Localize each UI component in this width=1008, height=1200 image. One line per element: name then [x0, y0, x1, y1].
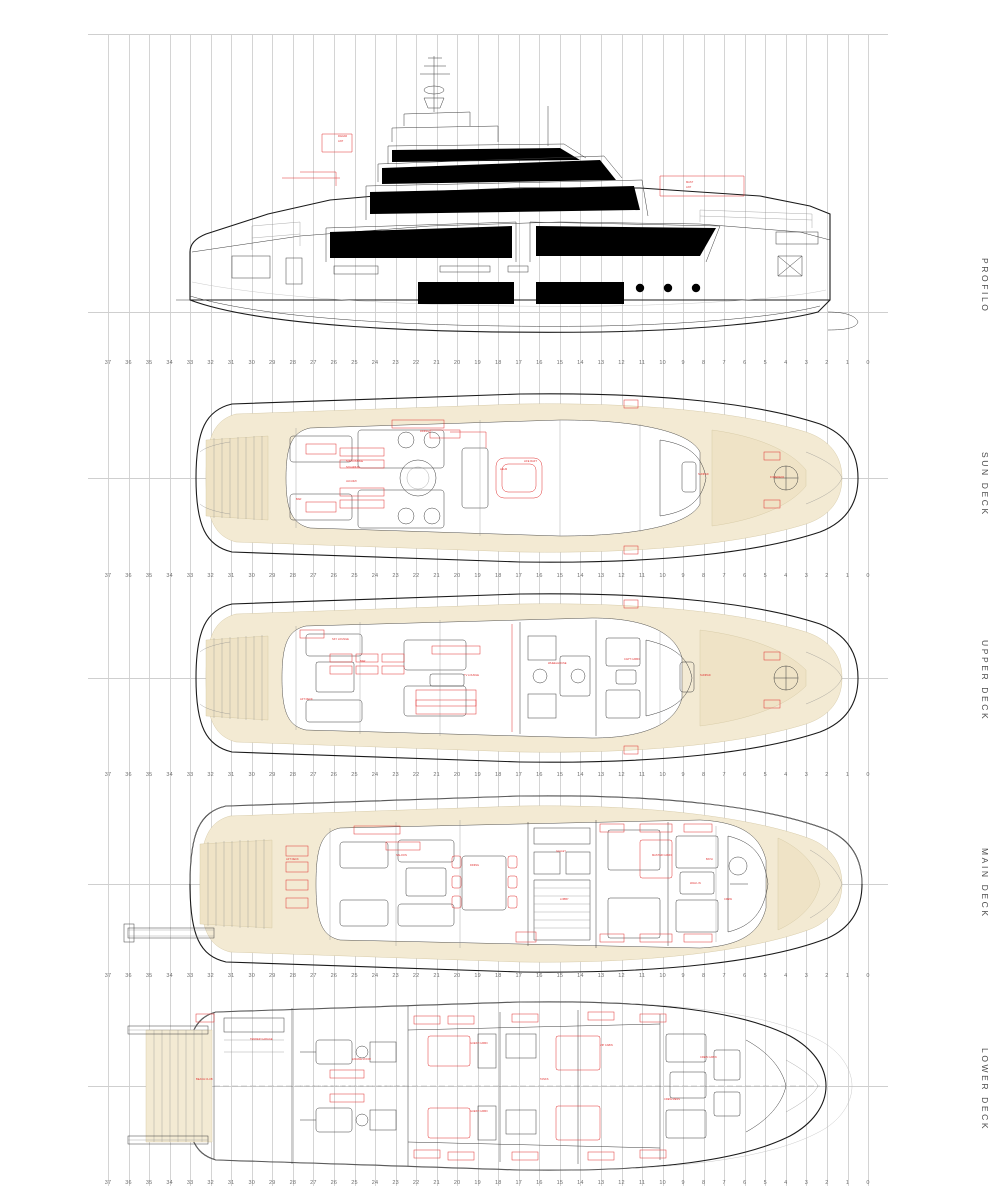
deck-caption-main-deck: MAIN DECK	[980, 848, 990, 919]
station-number: 24	[371, 360, 379, 366]
lower-deck-annotation: TENDER GARAGE	[250, 1038, 273, 1041]
station-number: 9	[681, 573, 685, 579]
station-number: 12	[618, 360, 625, 366]
station-number: 19	[474, 573, 481, 579]
station-number: 27	[310, 360, 317, 366]
station-number: 18	[495, 1180, 502, 1186]
station-number: 14	[577, 573, 584, 579]
station-number: 2	[825, 772, 829, 778]
station-number: 30	[248, 973, 256, 979]
station-number: 6	[743, 772, 747, 778]
station-number: 18	[495, 772, 502, 778]
station-number: 1	[845, 973, 850, 979]
station-number: 37	[104, 973, 112, 979]
lower-deck-annotation: CREW MESS	[664, 1098, 680, 1101]
station-number: 37	[104, 1180, 112, 1186]
station-number: 28	[289, 360, 297, 366]
sun-deck-annotation: SOLARIUM	[346, 466, 360, 469]
station-number: 9	[681, 973, 685, 979]
station-number: 30	[248, 1180, 256, 1186]
station-number: 3	[804, 1180, 809, 1186]
station-number: 18	[495, 573, 502, 579]
station-number: 0	[866, 1180, 870, 1186]
station-number: 22	[412, 772, 420, 778]
station-number: 24	[371, 772, 379, 778]
upper-deck-annotation: CAPT CABIN	[624, 658, 640, 661]
station-number: 34	[166, 573, 173, 579]
station-number: 29	[269, 973, 276, 979]
station-number: 15	[556, 772, 564, 778]
station-number: 6	[743, 360, 747, 366]
station-number: 16	[536, 573, 543, 579]
station-number: 22	[412, 573, 420, 579]
station-number: 2	[825, 573, 829, 579]
station-number: 17	[515, 573, 523, 579]
station-number: 36	[125, 772, 132, 778]
station-number: 6	[743, 973, 747, 979]
station-number: 1	[845, 573, 850, 579]
lower-deck-annotation: VIP CABIN	[600, 1044, 613, 1047]
station-number: 36	[125, 973, 132, 979]
station-number: 4	[784, 1180, 788, 1186]
station-number: 34	[166, 360, 173, 366]
station-number: 16	[536, 360, 543, 366]
main-deck-annotation: LOBBY	[560, 898, 569, 901]
station-number: 25	[351, 573, 358, 579]
station-number: 20	[453, 973, 461, 979]
station-number: 12	[618, 1180, 625, 1186]
station-number: 1	[845, 360, 850, 366]
station-number: 27	[310, 772, 317, 778]
station-number: 16	[536, 973, 543, 979]
profile-annotation: ANT	[686, 186, 692, 189]
station-number: 16	[536, 1180, 543, 1186]
station-number: 28	[289, 573, 297, 579]
station-number: 25	[351, 973, 358, 979]
station-number: 20	[453, 1180, 461, 1186]
station-number: 35	[145, 1180, 153, 1186]
station-number: 28	[289, 772, 297, 778]
station-number: 9	[681, 1180, 685, 1186]
station-number: 27	[310, 973, 317, 979]
lower-deck-annotation: BEACH CLUB	[196, 1078, 213, 1081]
station-number: 17	[515, 1180, 523, 1186]
sun-deck-annotation: SUN LOUNGE	[346, 460, 364, 463]
station-number: 32	[207, 772, 214, 778]
station-number: 25	[351, 772, 358, 778]
station-number: 19	[474, 772, 481, 778]
sun-deck-annotation: LIFE RAFT	[524, 460, 537, 463]
station-number: 0	[866, 360, 870, 366]
station-number: 10	[659, 360, 666, 366]
station-number: 36	[125, 360, 132, 366]
station-number: 0	[866, 973, 870, 979]
station-number: 35	[145, 360, 153, 366]
station-number: 23	[392, 573, 399, 579]
station-number: 29	[269, 1180, 276, 1186]
station-number: 1	[845, 772, 850, 778]
station-number: 20	[453, 360, 461, 366]
station-number: 5	[763, 360, 767, 366]
stations-lower-deck	[0, 1180, 1008, 1190]
station-number: 33	[186, 573, 194, 579]
station-number: 31	[227, 1180, 235, 1186]
station-number: 11	[639, 1180, 646, 1186]
station-number: 3	[804, 573, 809, 579]
station-number: 29	[269, 772, 276, 778]
station-number: 25	[351, 1180, 358, 1186]
station-number: 36	[125, 573, 132, 579]
station-number: 33	[186, 772, 194, 778]
station-number: 9	[681, 772, 685, 778]
station-number: 23	[392, 1180, 399, 1186]
station-number: 21	[433, 973, 440, 979]
lower-deck-annotation: TANKS	[540, 1078, 549, 1081]
station-number: 26	[330, 973, 338, 979]
station-number: 7	[722, 772, 726, 778]
stations-main-deck	[0, 973, 1008, 983]
station-number: 23	[392, 360, 399, 366]
station-number: 22	[412, 360, 420, 366]
station-number: 33	[186, 360, 194, 366]
station-number: 29	[269, 573, 276, 579]
station-number: 19	[474, 360, 481, 366]
station-number: 13	[597, 360, 605, 366]
station-number: 11	[639, 573, 646, 579]
lower-deck-annotation: GUEST CABIN	[470, 1042, 488, 1045]
station-number: 30	[248, 360, 256, 366]
sun-deck-annotation: FOREDECK	[770, 476, 785, 479]
station-number: 20	[453, 772, 461, 778]
main-deck-annotation: BATH	[706, 858, 713, 861]
station-number: 19	[474, 973, 481, 979]
station-number: 7	[722, 360, 726, 366]
station-number: 5	[763, 973, 767, 979]
sun-deck-annotation: DINING	[420, 430, 430, 433]
station-number: 21	[433, 573, 440, 579]
deck-caption-upper-deck: UPPER DECK	[980, 640, 990, 722]
station-number: 4	[784, 973, 788, 979]
station-number: 10	[659, 1180, 666, 1186]
station-number: 33	[186, 1180, 194, 1186]
station-number: 13	[597, 573, 605, 579]
station-number: 8	[702, 360, 706, 366]
station-number: 30	[248, 573, 256, 579]
main-deck-annotation: AFT DECK	[286, 858, 299, 861]
station-number: 2	[825, 360, 829, 366]
station-number: 21	[433, 1180, 440, 1186]
upper-deck-annotation: SKY LOUNGE	[332, 638, 349, 641]
main-deck-annotation: MASTER CABIN	[652, 854, 672, 857]
upper-deck-annotation: BAR	[360, 660, 366, 663]
station-number: 4	[784, 360, 788, 366]
station-number: 11	[639, 360, 646, 366]
station-number: 3	[804, 973, 809, 979]
station-number: 2	[825, 973, 829, 979]
upper-deck-annotation: WHEELHOUSE	[548, 662, 567, 665]
station-number: 18	[495, 360, 502, 366]
station-number: 23	[392, 772, 399, 778]
station-number: 10	[659, 772, 666, 778]
station-number: 22	[412, 973, 420, 979]
station-number: 30	[248, 772, 256, 778]
deck-caption-sun-deck: SUN DECK	[980, 452, 990, 517]
station-number: 8	[702, 772, 706, 778]
station-number: 31	[227, 772, 235, 778]
station-number: 15	[556, 1180, 564, 1186]
station-number: 8	[702, 1180, 706, 1186]
station-number: 32	[207, 360, 214, 366]
deck-caption-lower-deck: LOWER DECK	[980, 1048, 990, 1132]
station-number: 24	[371, 573, 379, 579]
main-deck-annotation: DINING	[470, 864, 480, 867]
upper-deck-annotation: SUNPAD	[700, 674, 711, 677]
lower-deck-annotation: CREW CABIN	[700, 1056, 717, 1059]
station-number: 8	[702, 973, 706, 979]
station-number: 27	[310, 573, 317, 579]
station-number: 15	[556, 973, 564, 979]
station-number: 36	[125, 1180, 132, 1186]
station-number: 17	[515, 772, 523, 778]
station-number: 23	[392, 973, 399, 979]
station-number: 10	[659, 573, 666, 579]
station-number: 11	[639, 973, 646, 979]
station-number: 31	[227, 973, 235, 979]
station-number: 1	[845, 1180, 850, 1186]
station-number: 7	[722, 573, 726, 579]
station-number: 6	[743, 573, 747, 579]
station-number: 14	[577, 772, 584, 778]
station-number: 29	[269, 360, 276, 366]
lower-deck-annotation: ENGINE ROOM	[352, 1058, 371, 1061]
station-number: 32	[207, 573, 214, 579]
station-number: 26	[330, 772, 338, 778]
station-number: 11	[639, 772, 646, 778]
station-number: 4	[784, 573, 788, 579]
station-number: 0	[866, 772, 870, 778]
station-number: 33	[186, 973, 194, 979]
stations-profile	[0, 360, 1008, 370]
station-number: 21	[433, 360, 440, 366]
station-number: 14	[577, 973, 584, 979]
upper-deck-annotation: AFT DECK	[300, 698, 313, 701]
station-number: 28	[289, 1180, 297, 1186]
stations-sun-deck	[0, 573, 1008, 583]
station-number: 31	[227, 573, 235, 579]
main-deck-annotation: GALLEY	[556, 850, 567, 853]
sun-deck-annotation: SUNPAD	[698, 473, 709, 476]
deck-caption-profile: PROFILO	[980, 258, 990, 314]
station-number: 7	[722, 1180, 726, 1186]
station-number: 3	[804, 360, 809, 366]
station-number: 14	[577, 360, 584, 366]
station-number: 0	[866, 573, 870, 579]
station-number: 5	[763, 573, 767, 579]
station-number: 24	[371, 973, 379, 979]
stations-upper-deck	[0, 772, 1008, 782]
lower-deck-annotation: GUEST CABIN	[470, 1110, 488, 1113]
profile-annotation: RADAR	[338, 135, 348, 138]
station-number: 34	[166, 973, 173, 979]
station-number: 35	[145, 973, 153, 979]
station-number: 12	[618, 772, 625, 778]
station-number: 4	[784, 772, 788, 778]
station-number: 37	[104, 573, 112, 579]
station-number: 20	[453, 573, 461, 579]
station-number: 6	[743, 1180, 747, 1186]
station-number: 9	[681, 360, 685, 366]
sun-deck-annotation: HELM	[500, 468, 508, 471]
station-number: 28	[289, 973, 297, 979]
station-number: 26	[330, 573, 338, 579]
station-number: 17	[515, 360, 523, 366]
station-number: 13	[597, 1180, 605, 1186]
station-number: 7	[722, 973, 726, 979]
main-deck-annotation: SALOON	[396, 854, 407, 857]
station-number: 12	[618, 973, 625, 979]
station-number: 15	[556, 573, 564, 579]
station-number: 34	[166, 1180, 173, 1186]
upper-deck-annotation: TV LOUNGE	[464, 674, 479, 677]
station-number: 35	[145, 573, 153, 579]
station-number: 26	[330, 360, 338, 366]
station-number: 26	[330, 1180, 338, 1186]
station-number: 2	[825, 1180, 829, 1186]
station-number: 35	[145, 772, 153, 778]
main-deck-annotation: WALK-IN	[690, 882, 701, 885]
station-number: 18	[495, 973, 502, 979]
sun-deck-annotation: BAR	[296, 498, 302, 501]
profile-annotation: MAST	[686, 181, 694, 184]
station-number: 37	[104, 360, 112, 366]
station-number: 24	[371, 1180, 379, 1186]
station-number: 34	[166, 772, 173, 778]
station-number: 8	[702, 573, 706, 579]
station-number: 27	[310, 1180, 317, 1186]
station-number: 10	[659, 973, 666, 979]
station-number: 13	[597, 772, 605, 778]
station-number: 37	[104, 772, 112, 778]
station-number: 16	[536, 772, 543, 778]
station-number: 32	[207, 1180, 214, 1186]
main-deck-annotation: CREW	[724, 898, 732, 901]
station-number: 13	[597, 973, 605, 979]
station-number: 25	[351, 360, 358, 366]
station-number: 32	[207, 973, 214, 979]
station-number: 21	[433, 772, 440, 778]
station-number: 15	[556, 360, 564, 366]
station-number: 17	[515, 973, 523, 979]
station-number: 12	[618, 573, 625, 579]
profile-annotation: ANT	[338, 140, 344, 143]
station-number: 19	[474, 1180, 481, 1186]
station-number: 5	[763, 772, 767, 778]
station-number: 3	[804, 772, 809, 778]
station-number: 5	[763, 1180, 767, 1186]
sun-deck-annotation: JACUZZI	[346, 480, 357, 483]
station-number: 22	[412, 1180, 420, 1186]
station-number: 31	[227, 360, 235, 366]
station-number: 14	[577, 1180, 584, 1186]
